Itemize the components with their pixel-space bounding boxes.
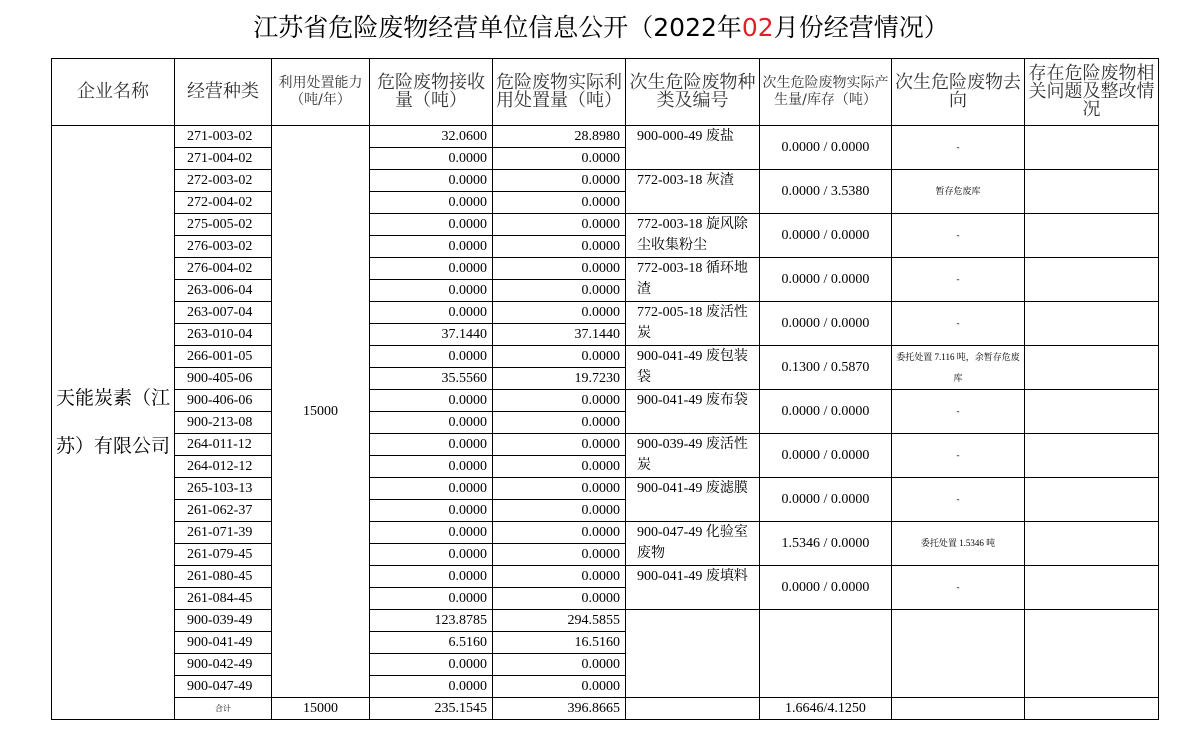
category-code-cell: 264-012-12 bbox=[175, 456, 272, 478]
title-month: 02 bbox=[741, 13, 774, 42]
table-row bbox=[52, 522, 1159, 544]
processed-cell: 37.1440 bbox=[493, 324, 626, 346]
processed-cell: 0.0000 bbox=[493, 500, 626, 522]
received-cell: 0.0000 bbox=[370, 280, 493, 302]
issues-cell bbox=[1025, 434, 1159, 478]
secondary-type-cell: 900-047-49 化验室废物 bbox=[626, 522, 760, 566]
processed-cell: 0.0000 bbox=[493, 456, 626, 478]
received-cell: 0.0000 bbox=[370, 566, 493, 588]
issues-cell bbox=[1025, 478, 1159, 522]
table-row bbox=[52, 566, 1159, 588]
secondary-type-cell-empty bbox=[626, 610, 760, 698]
processed-cell: 0.0000 bbox=[493, 434, 626, 456]
issues-cell bbox=[1025, 258, 1159, 302]
secondary-amount-cell: 0.0000 / 0.0000 bbox=[760, 214, 892, 258]
issues-cell bbox=[1025, 302, 1159, 346]
secondary-destination-cell: - bbox=[892, 390, 1025, 434]
received-cell: 0.0000 bbox=[370, 500, 493, 522]
secondary-amount-cell: 0.1300 / 0.5870 bbox=[760, 346, 892, 390]
category-code-cell: 261-071-39 bbox=[175, 522, 272, 544]
capacity-cell: 15000 bbox=[272, 126, 370, 698]
issues-cell bbox=[1025, 566, 1159, 610]
received-cell: 0.0000 bbox=[370, 170, 493, 192]
company-name-cell: 天能炭素（江苏）有限公司 bbox=[52, 126, 175, 720]
secondary-destination-cell: - bbox=[892, 478, 1025, 522]
category-code-cell: 261-062-37 bbox=[175, 500, 272, 522]
category-code-cell: 261-080-45 bbox=[175, 566, 272, 588]
received-cell: 0.0000 bbox=[370, 434, 493, 456]
table-row bbox=[52, 302, 1159, 324]
header-capacity: 利用处置能力（吨/年） bbox=[272, 59, 370, 126]
table-row bbox=[52, 170, 1159, 192]
processed-cell: 0.0000 bbox=[493, 236, 626, 258]
category-code-cell: 271-003-02 bbox=[175, 126, 272, 148]
received-cell: 0.0000 bbox=[370, 302, 493, 324]
received-cell: 0.0000 bbox=[370, 676, 493, 698]
header-secondary-amount: 次生危险废物实际产生量/库存（吨） bbox=[760, 59, 892, 126]
category-code-cell: 900-405-06 bbox=[175, 368, 272, 390]
processed-cell: 0.0000 bbox=[493, 214, 626, 236]
category-code-cell: 900-041-49 bbox=[175, 632, 272, 654]
category-code-cell: 900-213-08 bbox=[175, 412, 272, 434]
received-cell: 0.0000 bbox=[370, 588, 493, 610]
secondary-destination-cell: - bbox=[892, 566, 1025, 610]
category-code-cell: 263-007-04 bbox=[175, 302, 272, 324]
secondary-type-cell: 772-003-18 灰渣 bbox=[626, 170, 760, 214]
title-suffix: 月份经营情况） bbox=[773, 13, 949, 42]
received-cell: 123.8785 bbox=[370, 610, 493, 632]
secondary-type-cell: 772-003-18 旋风除尘收集粉尘 bbox=[626, 214, 760, 258]
table-row bbox=[52, 258, 1159, 280]
processed-cell: 0.0000 bbox=[493, 588, 626, 610]
total-secondary-amount-cell: 1.6646/4.1250 bbox=[760, 698, 892, 720]
processed-cell: 0.0000 bbox=[493, 390, 626, 412]
page-title bbox=[0, 8, 1202, 44]
table-row bbox=[52, 478, 1159, 500]
received-cell: 35.5560 bbox=[370, 368, 493, 390]
secondary-destination-cell: - bbox=[892, 214, 1025, 258]
total-issues-cell bbox=[1025, 698, 1159, 720]
total-capacity-cell: 15000 bbox=[272, 698, 370, 720]
processed-cell: 294.5855 bbox=[493, 610, 626, 632]
received-cell: 0.0000 bbox=[370, 346, 493, 368]
processed-cell: 0.0000 bbox=[493, 148, 626, 170]
received-cell: 0.0000 bbox=[370, 192, 493, 214]
category-code-cell: 272-004-02 bbox=[175, 192, 272, 214]
processed-cell: 0.0000 bbox=[493, 676, 626, 698]
category-code-cell: 263-010-04 bbox=[175, 324, 272, 346]
header-company: 企业名称 bbox=[52, 59, 175, 126]
received-cell: 0.0000 bbox=[370, 412, 493, 434]
received-cell: 0.0000 bbox=[370, 390, 493, 412]
category-code-cell: 272-003-02 bbox=[175, 170, 272, 192]
category-code-cell: 276-003-02 bbox=[175, 236, 272, 258]
secondary-type-cell: 900-041-49 废布袋 bbox=[626, 390, 760, 434]
header-secondary-destination: 次生危险废物去向 bbox=[892, 59, 1025, 126]
secondary-destination-cell: - bbox=[892, 302, 1025, 346]
secondary-amount-cell: 0.0000 / 0.0000 bbox=[760, 478, 892, 522]
secondary-type-cell: 772-003-18 循环地渣 bbox=[626, 258, 760, 302]
secondary-destination-cell: 委托处置 1.5346 吨 bbox=[892, 522, 1025, 566]
received-cell: 37.1440 bbox=[370, 324, 493, 346]
issues-cell bbox=[1025, 126, 1159, 170]
processed-cell: 0.0000 bbox=[493, 302, 626, 324]
processed-cell: 0.0000 bbox=[493, 346, 626, 368]
received-cell: 0.0000 bbox=[370, 214, 493, 236]
category-code-cell: 900-406-06 bbox=[175, 390, 272, 412]
category-code-cell: 261-079-45 bbox=[175, 544, 272, 566]
table-row bbox=[52, 434, 1159, 456]
category-code-cell: 276-004-02 bbox=[175, 258, 272, 280]
received-cell: 0.0000 bbox=[370, 544, 493, 566]
secondary-amount-cell: 0.0000 / 3.5380 bbox=[760, 170, 892, 214]
category-code-cell: 263-006-04 bbox=[175, 280, 272, 302]
header-category: 经营种类 bbox=[175, 59, 272, 126]
category-code-cell: 271-004-02 bbox=[175, 148, 272, 170]
secondary-type-cell: 900-000-49 废盐 bbox=[626, 126, 760, 170]
secondary-type-cell: 900-041-49 废包装袋 bbox=[626, 346, 760, 390]
category-code-cell: 266-001-05 bbox=[175, 346, 272, 368]
processed-cell: 0.0000 bbox=[493, 280, 626, 302]
processed-cell: 0.0000 bbox=[493, 192, 626, 214]
processed-cell: 0.0000 bbox=[493, 522, 626, 544]
secondary-amount-cell: 0.0000 / 0.0000 bbox=[760, 390, 892, 434]
received-cell: 0.0000 bbox=[370, 522, 493, 544]
secondary-amount-cell: 0.0000 / 0.0000 bbox=[760, 566, 892, 610]
processed-cell: 0.0000 bbox=[493, 412, 626, 434]
category-code-cell: 275-005-02 bbox=[175, 214, 272, 236]
processed-cell: 19.7230 bbox=[493, 368, 626, 390]
received-cell: 0.0000 bbox=[370, 654, 493, 676]
received-cell: 0.0000 bbox=[370, 236, 493, 258]
processed-cell: 28.8980 bbox=[493, 126, 626, 148]
category-code-cell: 265-103-13 bbox=[175, 478, 272, 500]
header-secondary-type: 次生危险废物种类及编号 bbox=[626, 59, 760, 126]
category-code-cell: 261-084-45 bbox=[175, 588, 272, 610]
received-cell: 6.5160 bbox=[370, 632, 493, 654]
table-row bbox=[52, 390, 1159, 412]
processed-cell: 16.5160 bbox=[493, 632, 626, 654]
secondary-destination-cell: - bbox=[892, 434, 1025, 478]
header-processed: 危险废物实际利用处置量（吨） bbox=[493, 59, 626, 126]
total-row bbox=[52, 698, 1159, 720]
secondary-type-cell: 900-041-49 废滤膜 bbox=[626, 478, 760, 522]
table-row bbox=[52, 346, 1159, 368]
table-row bbox=[52, 214, 1159, 236]
category-code-cell: 900-042-49 bbox=[175, 654, 272, 676]
total-label-cell: 合计 bbox=[175, 698, 272, 720]
total-processed-cell: 396.8665 bbox=[493, 698, 626, 720]
issues-cell-empty bbox=[1025, 610, 1159, 698]
secondary-type-cell: 900-041-49 废填料 bbox=[626, 566, 760, 610]
processed-cell: 0.0000 bbox=[493, 258, 626, 280]
secondary-type-cell: 900-039-49 废活性炭 bbox=[626, 434, 760, 478]
total-received-cell: 235.1545 bbox=[370, 698, 493, 720]
secondary-amount-cell: 0.0000 / 0.0000 bbox=[760, 434, 892, 478]
processed-cell: 0.0000 bbox=[493, 544, 626, 566]
secondary-amount-cell: 0.0000 / 0.0000 bbox=[760, 302, 892, 346]
header-received: 危险废物接收量（吨） bbox=[370, 59, 493, 126]
secondary-destination-cell: - bbox=[892, 126, 1025, 170]
received-cell: 0.0000 bbox=[370, 258, 493, 280]
secondary-destination-cell: 委托处置 7.116 吨，余暂存危废库 bbox=[892, 346, 1025, 390]
category-code-cell: 900-047-49 bbox=[175, 676, 272, 698]
issues-cell bbox=[1025, 346, 1159, 390]
table-row bbox=[52, 126, 1159, 148]
total-secondary-type-cell bbox=[626, 698, 760, 720]
secondary-destination-cell: 暂存危废库 bbox=[892, 170, 1025, 214]
secondary-destination-cell: - bbox=[892, 258, 1025, 302]
title-prefix: 江苏省危险废物经营单位信息公开（2022年 bbox=[253, 13, 742, 42]
issues-cell bbox=[1025, 522, 1159, 566]
table-row bbox=[52, 610, 1159, 632]
issues-cell bbox=[1025, 390, 1159, 434]
waste-info-table bbox=[51, 58, 1159, 720]
secondary-amount-cell-empty bbox=[760, 610, 892, 698]
received-cell: 32.0600 bbox=[370, 126, 493, 148]
header-issues: 存在危险废物相关问题及整改情况 bbox=[1025, 59, 1159, 126]
processed-cell: 0.0000 bbox=[493, 478, 626, 500]
received-cell: 0.0000 bbox=[370, 478, 493, 500]
received-cell: 0.0000 bbox=[370, 456, 493, 478]
table-body bbox=[52, 126, 1159, 720]
secondary-amount-cell: 1.5346 / 0.0000 bbox=[760, 522, 892, 566]
issues-cell bbox=[1025, 214, 1159, 258]
issues-cell bbox=[1025, 170, 1159, 214]
total-destination-cell bbox=[892, 698, 1025, 720]
processed-cell: 0.0000 bbox=[493, 566, 626, 588]
secondary-type-cell: 772-005-18 废活性炭 bbox=[626, 302, 760, 346]
processed-cell: 0.0000 bbox=[493, 170, 626, 192]
category-code-cell: 264-011-12 bbox=[175, 434, 272, 456]
processed-cell: 0.0000 bbox=[493, 654, 626, 676]
received-cell: 0.0000 bbox=[370, 148, 493, 170]
secondary-destination-cell-empty bbox=[892, 610, 1025, 698]
secondary-amount-cell: 0.0000 / 0.0000 bbox=[760, 258, 892, 302]
category-code-cell: 900-039-49 bbox=[175, 610, 272, 632]
secondary-amount-cell: 0.0000 / 0.0000 bbox=[760, 126, 892, 170]
